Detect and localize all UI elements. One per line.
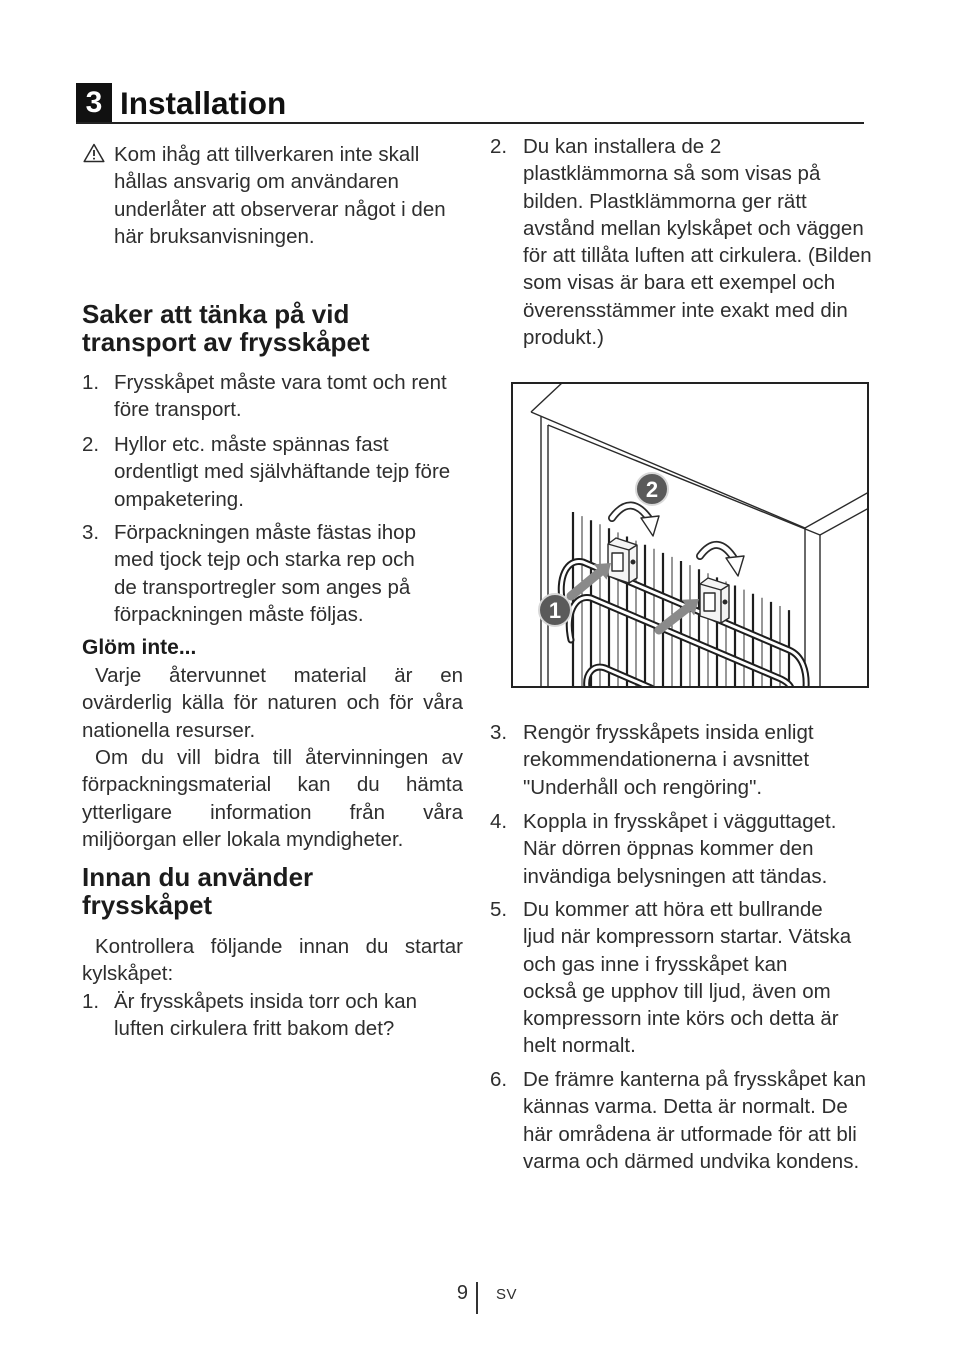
text-line: Hyllor etc. måste spännas fast — [114, 433, 389, 456]
list-number: 1. — [82, 990, 100, 1013]
text-line: här områdena är utformade för att bli — [523, 1122, 857, 1146]
text-line: miljöorgan eller lokala myndigheter. — [82, 827, 404, 851]
text-line: Innan du använder — [82, 862, 314, 892]
list-number: 3. — [82, 521, 100, 544]
callout-number: 1 — [548, 598, 562, 623]
list-item-text — [523, 896, 851, 1060]
list-item-text — [114, 988, 417, 1043]
text-line: "Underhåll och rengöring". — [523, 775, 763, 799]
text-line: luften cirkulera fritt bakom det? — [114, 1017, 395, 1041]
list-item-text — [114, 431, 450, 513]
text-line: Saker att tänka på vid — [82, 299, 350, 329]
text-line: Kom ihåg att tillverkaren inte skall — [114, 143, 420, 166]
text-line: varma och därmed undvika kondens. — [523, 1149, 860, 1173]
text-line: ytterligare information från våra — [82, 800, 463, 824]
text-line: förpackningen måste följas. — [114, 602, 364, 626]
list-number: 2. — [82, 433, 100, 456]
text-line: Förpackningen måste fästas ihop — [114, 521, 416, 544]
text-line: rekommendationerna i avsnittet — [523, 748, 810, 772]
text-line: överensstämmer inte exakt med din — [523, 298, 848, 322]
text-line: avstånd mellan kylskåpet och väggen — [523, 216, 864, 240]
text-line: underlåter att observerar något i den — [114, 197, 446, 221]
text-line: När dörren öppnas kommer den — [523, 837, 814, 861]
text-line: kännas varma. Detta är normalt. De — [523, 1095, 848, 1119]
text-line: ompaketering. — [114, 487, 244, 511]
plastic-clip-2 — [700, 578, 729, 623]
text-line: Är frysskåpets insida torr och kan — [114, 990, 418, 1013]
heading-transport — [82, 301, 370, 356]
footer-divider — [476, 1282, 478, 1314]
text-line: Du kan installera de 2 — [523, 135, 722, 158]
text-line: som visas är bara ett exempel och — [523, 271, 836, 295]
clip-installation-figure — [511, 382, 869, 688]
plastic-clip-1 — [608, 538, 637, 583]
page-number: 9 — [456, 1282, 468, 1304]
remember-paragraph — [82, 744, 463, 853]
text-line: hållas ansvarig om användaren — [114, 170, 399, 194]
text-line: före transport. — [114, 398, 242, 422]
text-line: också ge upphov till ljud, även om — [523, 979, 831, 1003]
text-line: här bruksanvisningen. — [114, 224, 315, 248]
text-line: kylskåpet: — [82, 962, 174, 986]
text-line: kompressorn inte körs och detta är — [523, 1007, 839, 1031]
text-line: Rengör frysskåpets insida enligt — [523, 721, 814, 744]
text-line: Varje återvunnet material är en — [95, 664, 463, 687]
section-title: Installation — [120, 85, 287, 121]
text-line: och gas inne i frysskåpet kan — [523, 952, 788, 976]
text-line: ordentligt med självhäftande tejp före — [114, 460, 451, 484]
text-line: Koppla in frysskåpet i vägguttaget. — [523, 810, 837, 833]
callout-badge — [636, 473, 668, 505]
callout-number: 2 — [645, 477, 659, 502]
list-number: 6. — [490, 1068, 508, 1091]
text-line: med tjock tejp och starka rep och — [114, 548, 415, 572]
text-line: ovärderlig källa för naturen och för våra — [82, 691, 463, 715]
list-item-text — [523, 808, 836, 890]
text-line: bilden. Plastklämmorna ger rätt — [523, 189, 807, 213]
language-code: SV — [496, 1286, 518, 1303]
callout-badge — [539, 594, 571, 626]
text-line: de transportregler som anges på — [114, 575, 411, 599]
list-item-text — [114, 369, 447, 424]
text-line: Du kommer att höra ett bullrande — [523, 898, 823, 921]
remember-paragraph — [82, 662, 463, 744]
section-rule — [76, 122, 864, 124]
text-line: frysskåpet — [82, 889, 213, 920]
text-line: ljud när kompressorn startar. Vätska — [523, 925, 852, 949]
list-number: 5. — [490, 898, 508, 921]
text-line: förpackningsmaterial kan du hämta — [82, 773, 463, 797]
text-line: för att tillåta luften att cirkulera. (Bilden — [523, 244, 872, 268]
section-number: 3 — [76, 83, 112, 123]
list-item-text — [114, 519, 416, 628]
list-item-text — [523, 719, 814, 801]
list-number: 2. — [490, 135, 508, 158]
text-line: Kontrollera följande innan du startar — [95, 935, 463, 958]
warning-triangle-icon — [83, 143, 105, 163]
list-number: 4. — [490, 810, 508, 833]
text-line: nationella resurser. — [82, 718, 256, 742]
list-item-text — [523, 133, 872, 351]
before-use-intro — [82, 933, 463, 988]
heading-before-use — [82, 864, 313, 919]
warning-text — [114, 141, 446, 250]
text-line: transport av frysskåpet — [82, 326, 370, 357]
remember-label: Glöm inte... — [82, 636, 197, 659]
text-line: Frysskåpet måste vara tomt och rent — [114, 371, 447, 394]
list-item-text — [523, 1066, 866, 1175]
list-number: 1. — [82, 371, 100, 394]
text-line: Om du vill bidra till återvinningen av — [95, 746, 463, 769]
list-number: 3. — [490, 721, 508, 744]
text-line: invändiga belysningen att tändas. — [523, 864, 828, 888]
text-line: plastklämmorna så som visas på — [523, 162, 821, 186]
text-line: helt normalt. — [523, 1034, 636, 1058]
text-line: produkt.) — [523, 326, 604, 350]
text-line: De främre kanterna på frysskåpet kan — [523, 1068, 866, 1091]
